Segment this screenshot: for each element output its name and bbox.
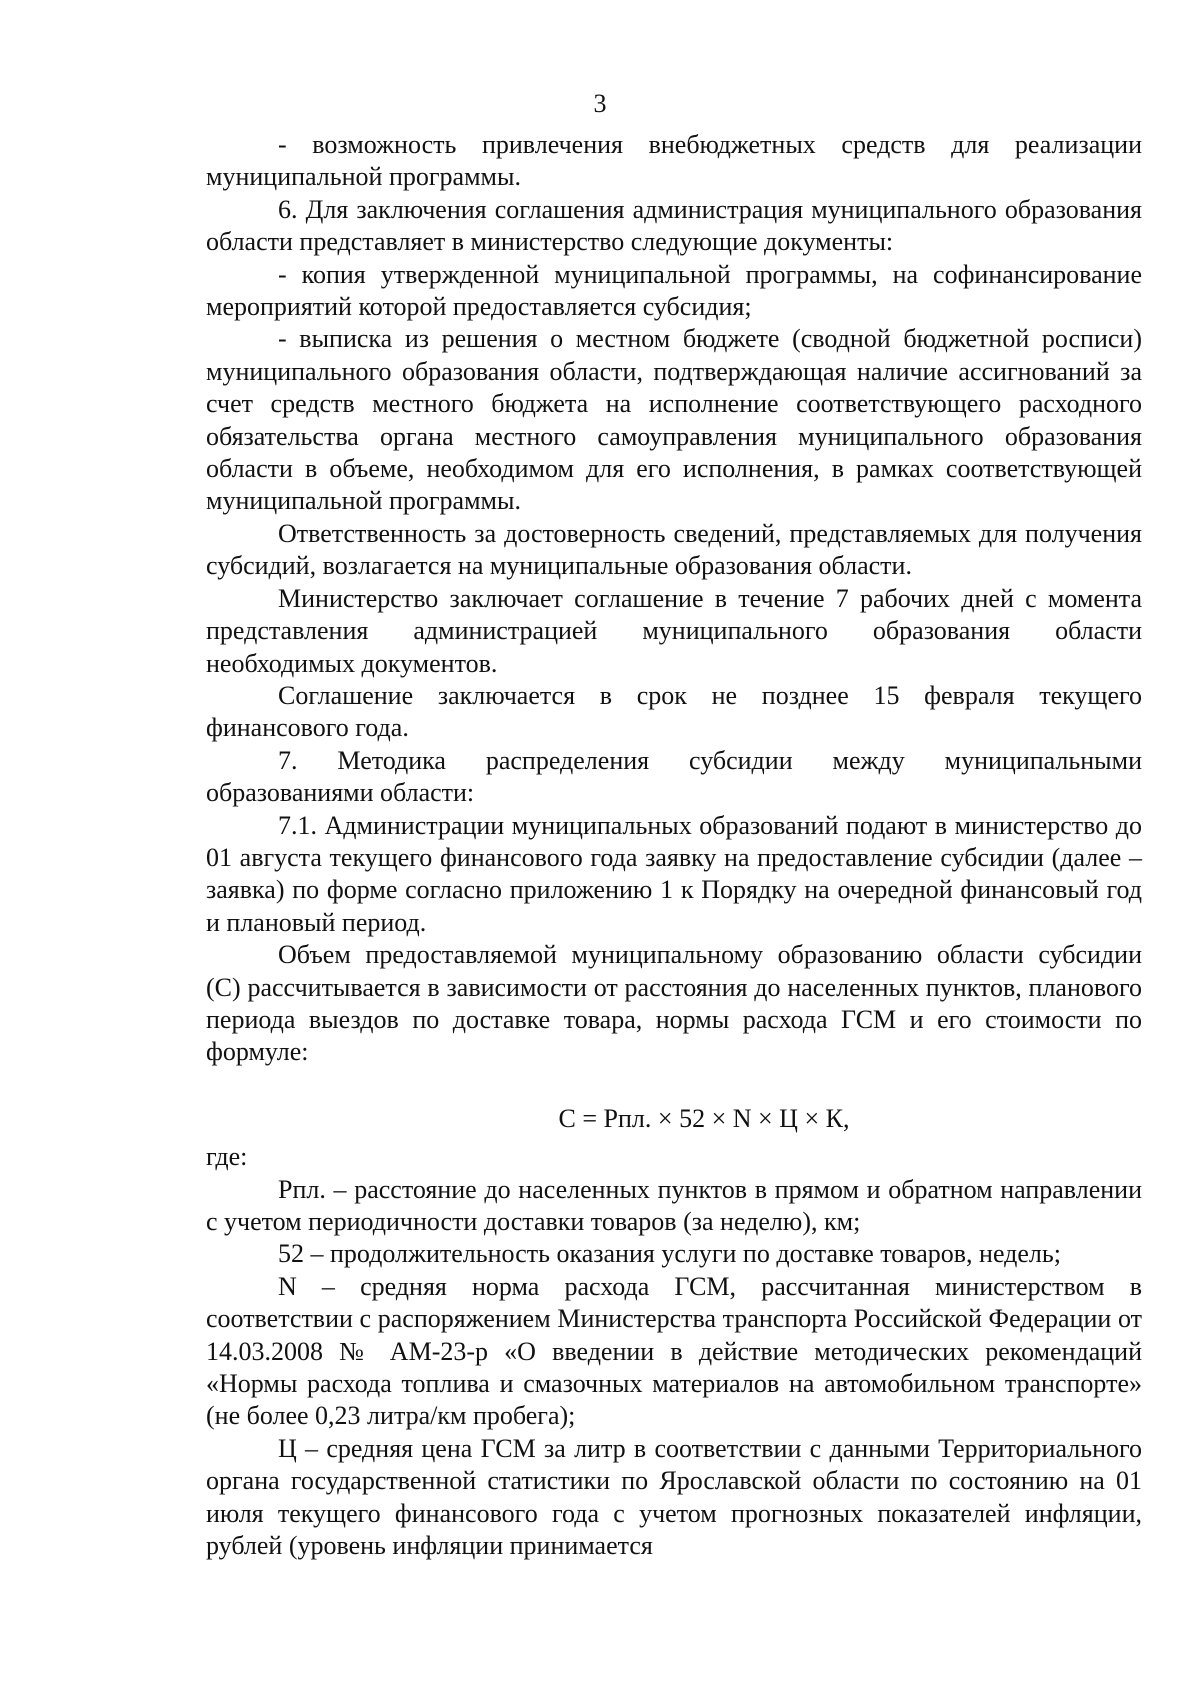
paragraph-item-7: 7. Методика распределения субсидии между муниципальными образованиями области: xyxy=(206,745,1142,808)
where-label: где: xyxy=(206,1142,248,1172)
paragraph-ministry-agreement: Министерство заключает соглашение в течение 7 рабочих дней с момента представления администрацией муниципального образования области необходимых документов. xyxy=(206,583,1142,678)
paragraph-budget-extract: - выписка из решения о местном бюджете (сводной бюджетной росписи) муниципального образования области, подтверждающая наличие ассигнований за счет средств местного бюджета на исполнение соответствующего расходного обязательства органа местного самоуправления муниципального образования области в объеме, необходимом для его исполнения, в рамках соответствующей муниципальной программы. xyxy=(206,324,1142,516)
definition-ts: Ц – средняя цена ГСМ за литр в соответствии с данными Территориального органа государственной статистики по Ярославской области по состоянию на 01 июля текущего финансового года с учетом прогнозных показателей инфляции, рублей (уровень инфляции принимается xyxy=(206,1433,1142,1561)
paragraph-agreement-deadline: Соглашение заключается в срок не позднее 15 февраля текущего финансового года. xyxy=(206,680,1142,743)
definition-rpl: Рпл. – расстояние до населенных пунктов в прямом и обратном направлении с учетом периодичности доставки товаров (за неделю), км; xyxy=(206,1174,1142,1236)
document-body xyxy=(206,129,1142,1562)
paragraph-program-copy: - копия утвержденной муниципальной программы, на софинансирование мероприятий которой предоставляется субсидия; xyxy=(206,259,1142,322)
page-number: 3 xyxy=(593,89,607,118)
paragraph-item-6: 6. Для заключения соглашения администрация муниципального образования области представляет в министерство следующие документы: xyxy=(206,194,1142,257)
paragraph-responsibility: Ответственность за достоверность сведений, представляемых для получения субсидий, возлагается на муниципальные образования области. xyxy=(206,518,1142,581)
paragraph-subsidy-volume: Объем предоставляемой муниципальному образованию области субсидии (С) рассчитывается в зависимости от расстояния до населенных пунктов, планового периода выездов по доставке товара, нормы расхода ГСМ и его стоимости по формуле: xyxy=(206,940,1142,1067)
paragraph-item-7-1: 7.1. Администрации муниципальных образований подают в министерство до 01 августа текущего финансового года заявку на предоставление субсидии (далее – заявка) по форме согласно приложению 1 к Порядку на очередной финансовый год и плановый период. xyxy=(206,810,1142,937)
paragraph-extrabudgetary-funds: - возможность привлечения внебюджетных средств для реализации муниципальной программы. xyxy=(206,130,1142,192)
definition-n: N – средняя норма расхода ГСМ, рассчитанная министерством в соответствии с распоряжением Министерства транспорта Российской Федерации от 14.03.2008 № АМ-23-р «О введении в действие методических рекомендаций «Нормы расхода топлива и смазочных материалов на автомобильном транспорте» (не более 0,23 литра/км пробега); xyxy=(206,1271,1142,1431)
subsidy-formula: С = Рпл. × 52 × N × Ц × К, xyxy=(558,1103,850,1133)
definition-52: 52 – продолжительность оказания услуги по доставке товаров, недель; xyxy=(278,1239,1061,1269)
